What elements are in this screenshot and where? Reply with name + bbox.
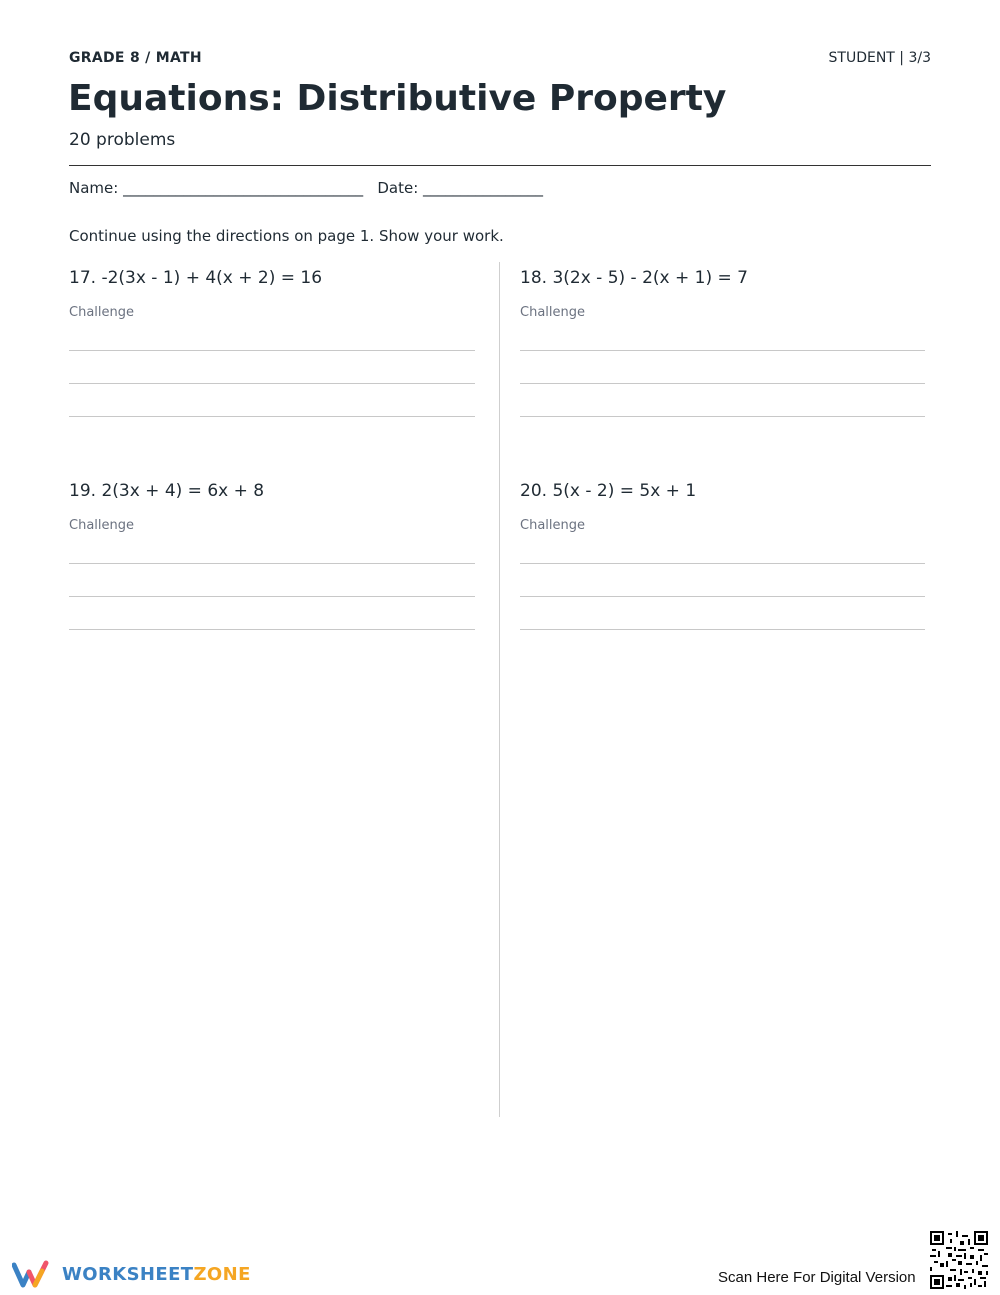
answer-line[interactable] [520, 596, 925, 597]
problem-17 [69, 268, 475, 417]
answer-line[interactable] [520, 350, 925, 351]
answer-line[interactable] [520, 383, 925, 384]
problem-20 [520, 481, 925, 630]
problem-text: 19. 2(3x + 4) = 6x + 8 [69, 481, 265, 501]
answer-line[interactable] [69, 563, 475, 564]
answer-line[interactable] [520, 416, 925, 417]
answer-line[interactable] [69, 383, 475, 384]
problem-text: 17. -2(3x - 1) + 4(x + 2) = 16 [69, 268, 323, 288]
difficulty-label: Challenge [520, 518, 585, 533]
scan-label: Scan Here For Digital Version [718, 1269, 916, 1286]
answer-line[interactable] [520, 563, 925, 564]
grade-subject-label: GRADE 8 / MATH [69, 50, 202, 66]
name-date-fields: Name: ________________________________ Date: ________________ [69, 179, 544, 197]
column-divider [499, 262, 500, 1117]
problem-text: 20. 5(x - 2) = 5x + 1 [520, 481, 697, 501]
answer-line[interactable] [69, 416, 475, 417]
problem-text: 18. 3(2x - 5) - 2(x + 1) = 7 [520, 268, 748, 288]
header-divider [69, 165, 931, 166]
answer-line[interactable] [69, 350, 475, 351]
difficulty-label: Challenge [69, 305, 134, 320]
answer-line[interactable] [520, 629, 925, 630]
difficulty-label: Challenge [69, 518, 134, 533]
problem-19 [69, 481, 475, 630]
answer-line[interactable] [69, 596, 475, 597]
worksheetzone-logo-icon [12, 1259, 54, 1289]
qr-code-icon[interactable] [930, 1231, 988, 1289]
problem-18 [520, 268, 925, 417]
instructions: Continue using the directions on page 1. Show your work. [69, 227, 504, 245]
logo-wordmark: WORKSHEETZONE [62, 1263, 251, 1285]
problem-count: 20 problems [69, 130, 176, 150]
page-title: Equations: Distributive Property [68, 78, 727, 119]
difficulty-label: Challenge [520, 305, 585, 320]
worksheetzone-logo[interactable] [12, 1259, 251, 1289]
answer-line[interactable] [69, 629, 475, 630]
student-page-label: STUDENT | 3/3 [828, 50, 931, 66]
